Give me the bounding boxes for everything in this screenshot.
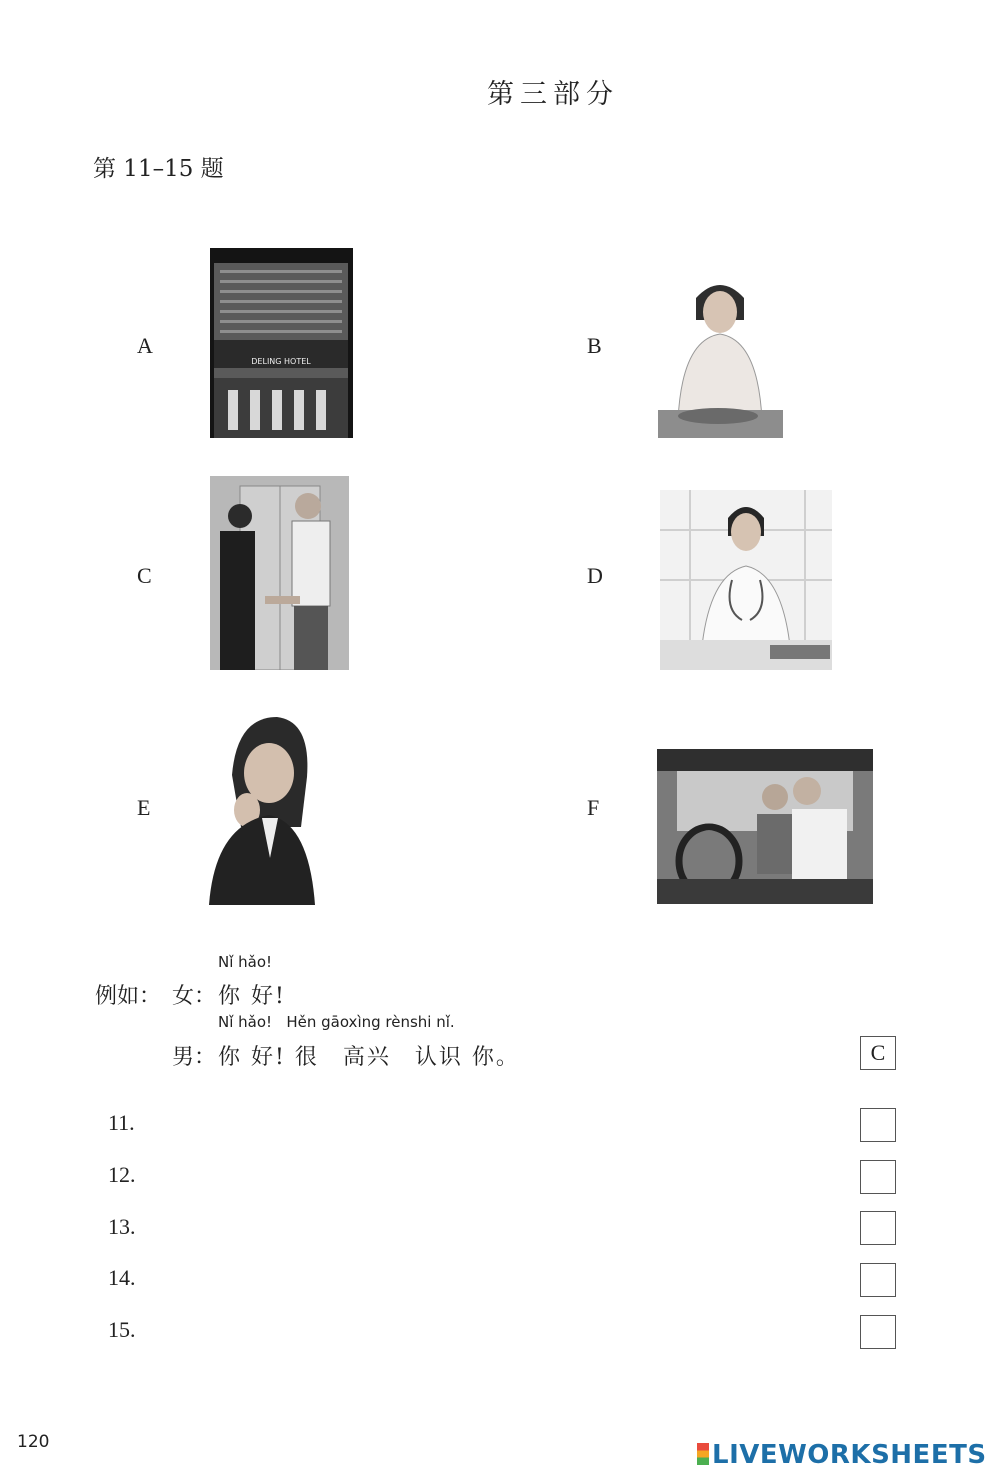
- answer-box-14[interactable]: [860, 1263, 896, 1297]
- example-hanzi-1: 你 好!: [218, 984, 286, 1009]
- option-letter-a: A: [137, 333, 153, 358]
- example-pinyin-1: Nǐ hǎo!: [218, 953, 273, 971]
- photo-cooking: [658, 270, 783, 438]
- question-number-11: 11.: [108, 1110, 135, 1135]
- question-number-15: 15.: [108, 1317, 136, 1342]
- option-letter-f: F: [587, 795, 600, 820]
- photo-girl-waving: [207, 715, 316, 905]
- answer-box-12[interactable]: [860, 1160, 896, 1194]
- question-range: 第 11–15 题: [93, 156, 224, 182]
- example-answer-box: C: [860, 1036, 896, 1070]
- option-letter-e: E: [137, 795, 151, 820]
- answer-box-15[interactable]: [860, 1315, 896, 1349]
- photo-hotel: [210, 248, 353, 438]
- option-letter-d: D: [587, 563, 603, 588]
- section-title: 第三部分: [487, 79, 619, 110]
- example-label: 例如：: [95, 984, 162, 1009]
- speaker-female: 女：: [172, 984, 217, 1009]
- example-pinyin-2: Nǐ hǎo! Hěn gāoxìng rènshi nǐ.: [218, 1013, 455, 1031]
- example-hanzi-2: 你 好! 很 高兴 认识 你。: [218, 1045, 520, 1070]
- speaker-male: 男：: [172, 1045, 217, 1070]
- question-number-13: 13.: [108, 1214, 136, 1239]
- brand-logo: [697, 1440, 987, 1470]
- brand-name: LIVEWORKSHEETS: [712, 1440, 987, 1470]
- brand-mark-icon: [697, 1443, 709, 1465]
- hotel-sign: DELING HOTEL: [251, 357, 311, 366]
- answer-box-11[interactable]: [860, 1108, 896, 1142]
- photo-driving: [657, 749, 873, 904]
- question-number-12: 12.: [108, 1162, 136, 1187]
- option-letter-c: C: [137, 563, 152, 588]
- page-number: 120: [17, 1432, 50, 1452]
- photo-doctor: [660, 490, 832, 670]
- option-letter-b: B: [587, 333, 602, 358]
- photo-handshake: [210, 476, 349, 670]
- question-number-14: 14.: [108, 1265, 136, 1290]
- answer-box-13[interactable]: [860, 1211, 896, 1245]
